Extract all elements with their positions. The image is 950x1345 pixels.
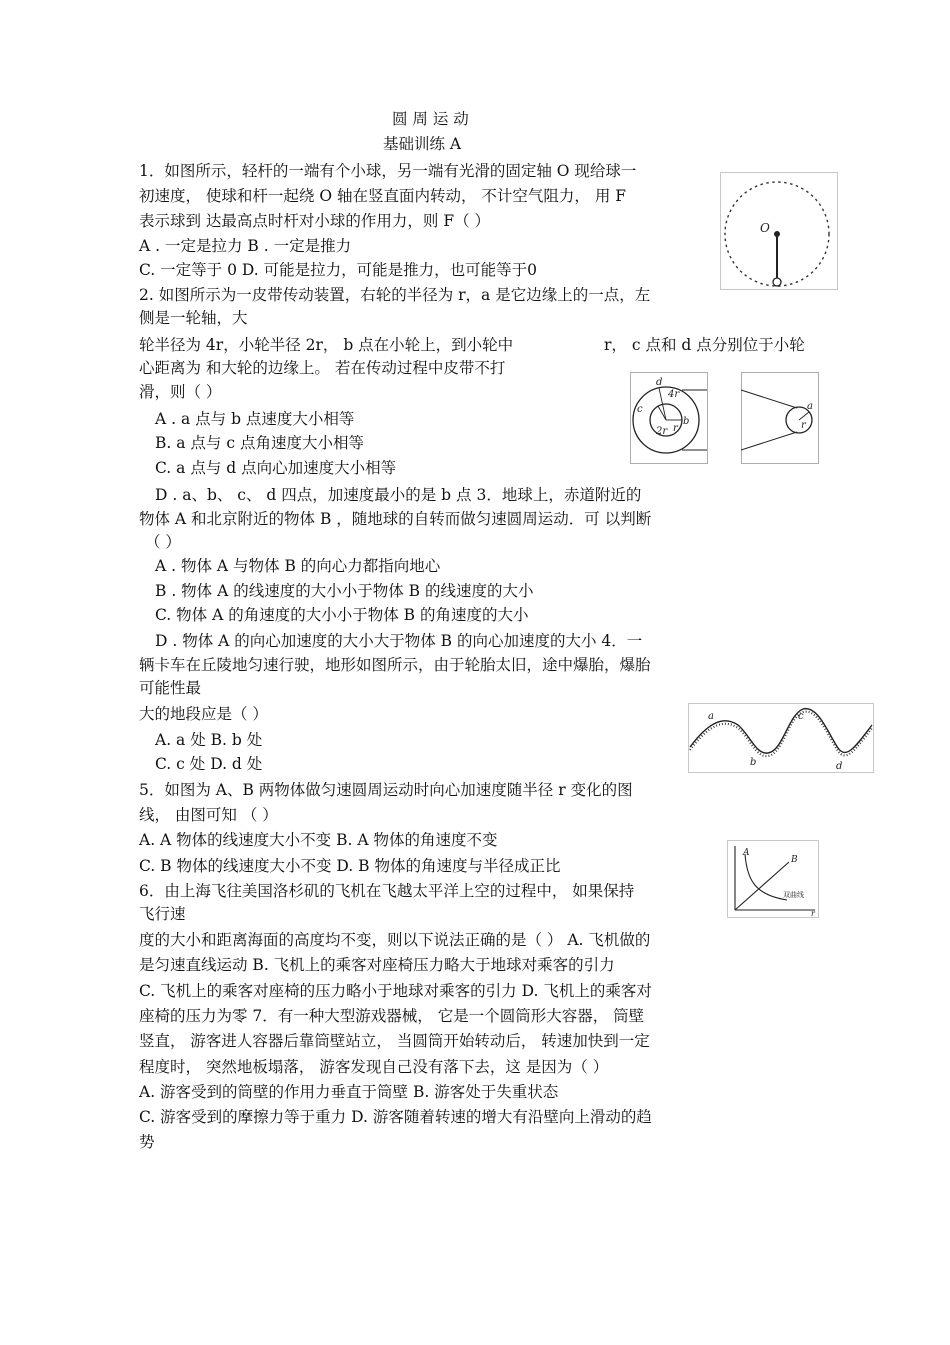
text-line: D . a、b、 c、 d 四点，加速度最小的是 b 点 3．地球上，赤道附近的 [155, 486, 642, 504]
label-hyperbola: 双曲线 [783, 891, 804, 899]
text-line: 侧是一轮轴，大 [139, 309, 248, 327]
text-line: 度的大小和距离海面的高度均不变，则以下说法正确的是（ ） A. 飞机做的 [139, 931, 651, 949]
text-line: 轮半径为 4r，小轮半径 2r， b 点在小轮上，到小轮中 [139, 336, 514, 354]
label-c: c [637, 404, 643, 415]
text-line: A . 一定是拉力 B . 一定是推力 [139, 237, 352, 255]
label-4r: 4r [668, 389, 680, 400]
label-a: a [708, 711, 714, 722]
figure-right-wheel [741, 372, 819, 464]
text-line: D . 物体 A 的向心加速度的大小大于物体 B 的向心加速度的大小 4．一 [155, 632, 643, 650]
line-b [735, 862, 789, 910]
text-line: 滑，则（ ） [139, 383, 222, 401]
page-subtitle: 基础训练 A [383, 135, 462, 153]
text-line: 座椅的压力为零 7．有一种大型游戏器械， 它是一个圆筒形大容器， 筒壁 [139, 1007, 645, 1025]
text-line: C. 一定等于 0 D. 可能是拉力，可能是推力，也可能等于0 [139, 261, 537, 279]
text-line: B. a 点与 c 点角速度大小相等 [155, 434, 364, 452]
text-line: C. 游客受到的摩擦力等于重力 D. 游客随着转速的增大有沿壁向上滑动的趋 [139, 1108, 652, 1126]
text-line: 势 [139, 1133, 155, 1151]
pivot-o [774, 231, 780, 237]
text-line: 可能性最 [139, 679, 202, 697]
text-line: C. 物体 A 的角速度的大小小于物体 B 的角速度的大小 [155, 606, 529, 624]
text-line: 程度时， 突然地板塌落， 游客发现自己没有落下去，这 是因为（ ） [139, 1058, 609, 1076]
text-line: C. a 点与 d 点向心加速度大小相等 [155, 459, 397, 477]
label-d: d [656, 377, 663, 388]
figure-wheel-axle [630, 372, 708, 464]
label-r-inner: r [673, 423, 678, 434]
figure-rod-circle [720, 172, 838, 290]
label-r-right: r [801, 420, 806, 431]
text-line: A . a 点与 b 点速度大小相等 [155, 410, 355, 428]
label-b: b [683, 416, 690, 427]
text-line: 心距离为 和大轮的边缘上。 若在传动过程中皮带不打 [139, 359, 506, 377]
label-a: a [807, 401, 813, 412]
text-line: C. 飞机上的乘客对座椅的压力略小于地球对乘客的引力 D. 飞机上的乘客对 [139, 982, 652, 1000]
text-line: 线， 由图可知 （ ） [139, 806, 278, 824]
page-title: 圆 周 运 动 [392, 110, 469, 128]
label-r: r [811, 909, 815, 918]
text-line: A. A 物体的线速度大小不变 B. A 物体的角速度不变 [139, 831, 498, 849]
label-A: A [743, 848, 750, 858]
figure-accel-graph [727, 840, 819, 918]
text-line: 1．如图所示，轻杆的一端有个小球，另一端有光滑的固定轴 O 现给球一 [139, 162, 637, 180]
text-line: A . 物体 A 与物体 B 的向心力都指向地心 [155, 557, 441, 575]
terrain-line [690, 709, 872, 754]
label-c: c [798, 711, 804, 722]
label-o: O [760, 221, 770, 235]
text-line: 物体 A 和北京附近的物体 B ，随地球的自转而做匀速圆周运动．可 以判断 [139, 510, 652, 528]
label-b: b [750, 757, 757, 768]
figure-terrain [688, 703, 874, 773]
text-line: A. 游客受到的筒壁的作用力垂直于筒壁 B. 游客处于失重状态 [139, 1083, 559, 1101]
text-line: 2. 如图所示为一皮带传动装置，右轮的半径为 r，a 是它边缘上的一点，左 [139, 286, 651, 304]
text-line: （ ） [145, 533, 181, 551]
text-line: 飞行速 [139, 905, 186, 923]
text-line: 初速度， 使球和杆一起绕 O 轴在竖直面内转动， 不计空气阻力， 用 F [139, 187, 627, 205]
label-B: B [791, 855, 798, 865]
text-line: C. B 物体的线速度大小不变 D. B 物体的角速度与半径成正比 [139, 857, 561, 875]
label-d: d [836, 761, 843, 772]
text-line: C. c 处 D. d 处 [155, 755, 263, 773]
ball [773, 278, 781, 286]
text-line: 6．由上海飞往美国洛杉矶的飞机在飞越太平洋上空的过程中， 如果保持 [139, 882, 635, 900]
text-line: 是匀速直线运动 B. 飞机上的乘客对座椅压力略大于地球对乘客的引力 [139, 956, 615, 974]
side-text: r， c 点和 d 点分别位于小轮 [604, 336, 805, 354]
terrain-hatch [690, 712, 872, 757]
text-line: A. a 处 B. b 处 [155, 731, 263, 749]
curve-a [745, 854, 787, 900]
text-line: 辆卡车在丘陵地匀速行驶，地形如图所示，由于轮胎太旧，途中爆胎，爆胎 [139, 656, 651, 674]
text-line: 5．如图为 A、B 两物体做匀速圆周运动时向心加速度随半径 r 变化的图 [139, 781, 633, 799]
text-line: 表示球到 达最高点时杆对小球的作用力，则 F（ ） [139, 212, 491, 230]
text-line: 竖直， 游客进人容器后靠筒壁站立， 当圆筒开始转动后， 转速加快到一定 [139, 1032, 650, 1050]
label-2r: 2r [656, 426, 668, 437]
text-line: 大的地段应是（ ） [139, 705, 268, 723]
text-line: B . 物体 A 的线速度的大小小于物体 B 的线速度的大小 [155, 582, 534, 600]
